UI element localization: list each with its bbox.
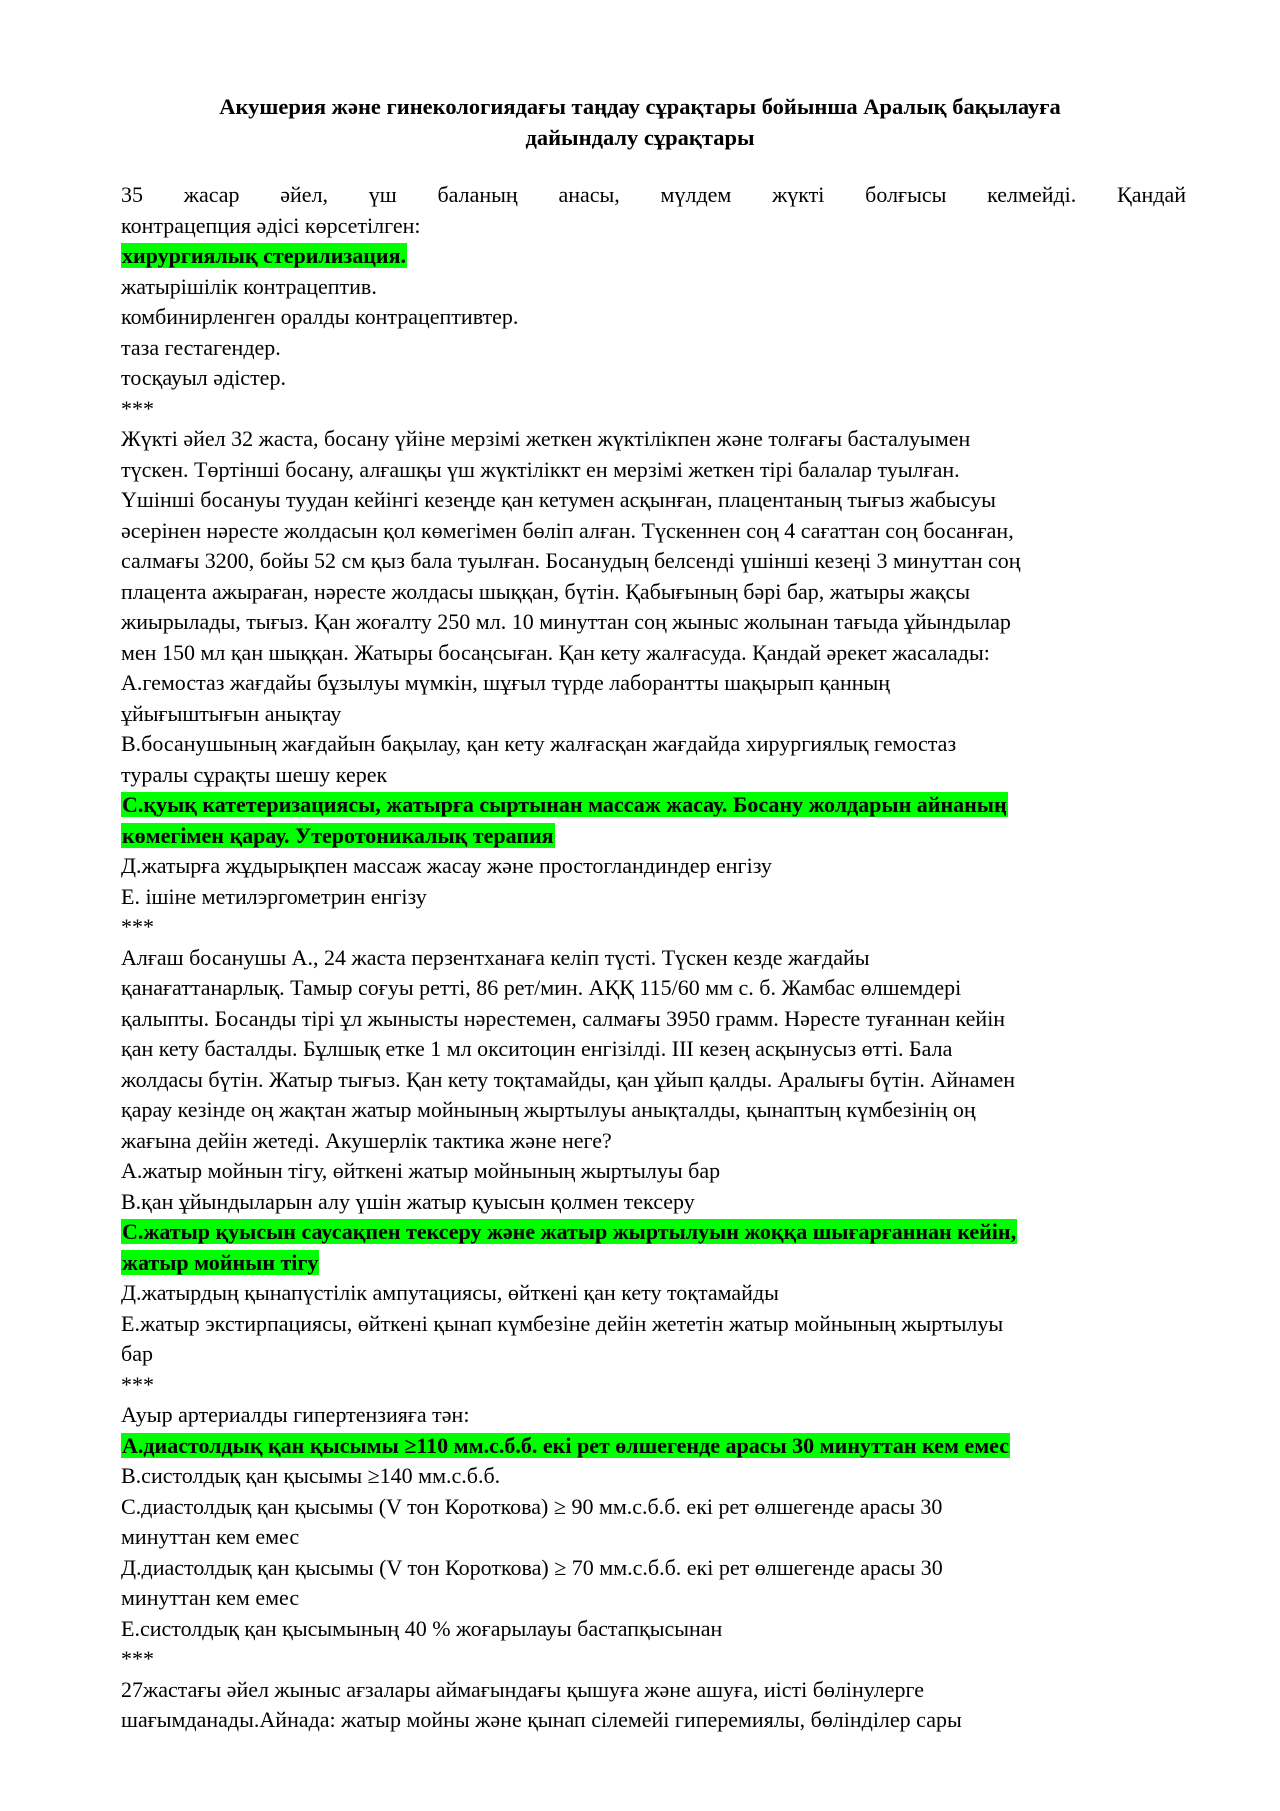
answer-option-a: А.гемостаз жағдайы бұзылуы мүмкін, шұғыл түрде лаборантты шақырып қанның — [121, 670, 891, 695]
answer-option-a: А.жатыр мойнын тігу, өйткені жатыр мойнының жыртылуы бар — [121, 1158, 721, 1183]
correct-answer: жатыр мойнын тігу — [122, 1249, 319, 1275]
question-stem-line: мен 150 мл қан шыққан. Жатыры босаңсыған. Қан кету жалғасуда. Қандай әрекет жасалады: — [121, 639, 990, 665]
question-stem-line: Жүкті әйел 32 жаста, босану үйіне мерзімі жеткен жүктілікпен және толғағы басталуымен — [121, 426, 971, 451]
question-stem-line: контрацепция әдісі көрсетілген: — [121, 212, 421, 238]
answer-option: таза гестагендер. — [121, 334, 281, 360]
question-stem-line: қанағаттанарлық. Тамыр соғуы ретті, 86 рет/мин. АҚҚ 115/60 мм с. б. Жамбас өлшемдері — [121, 975, 962, 1000]
correct-answer: А.диастолдық қан қысымы ≥110 мм.с.б.б. екі рет өлшегенде арасы 30 минуттан кем емес — [122, 1432, 1009, 1458]
question-stem-line: қалыпты. Босанды тірі ұл жынысты нәрестемен, салмағы 3950 грамм. Нәресте туғаннан кейін — [121, 1005, 1006, 1031]
answer-option-c: С.диастолдық қан қысымы (V тон Короткова) ≥ 90 мм.с.б.б. екі рет өлшегенде арасы 30 — [121, 1493, 943, 1519]
question-separator: *** — [121, 1371, 154, 1397]
question-separator: *** — [121, 1646, 154, 1671]
correct-answer: хирургиялық стерилизация. — [122, 243, 406, 268]
answer-option-c: минуттан кем емес — [121, 1524, 300, 1549]
title-line: дайындалу сұрақтары — [525, 125, 755, 150]
question-stem-line: жолдасы бүтін. Жатыр тығыз. Қан кету тоқтамайды, қан ұйып қалды. Аралығы бүтін. Айнамен — [121, 1066, 1015, 1092]
question-block — [121, 180, 1186, 424]
question-separator: *** — [121, 395, 154, 421]
document-title — [160, 91, 1120, 153]
question-block — [121, 1400, 1186, 1675]
question-stem-line: салмағы 3200, бойы 52 см қыз бала туылған. Босанудың белсенді үшінші кезеңі 3 минуттан соң — [121, 548, 1021, 573]
answer-option-b: туралы сұрақты шешу керек — [121, 761, 388, 787]
title-line: Акушерия және гинекологиядағы таңдау сұрақтары бойынша Аралық бақылауға — [219, 94, 1061, 119]
answer-option-d: Д.жатырдың қынапүстілік ампутациясы, өйткені қан кету тоқтамайды — [121, 1280, 779, 1305]
answer-option: комбинирленген оралды контрацептивтер. — [121, 304, 519, 329]
answer-option-b: В.қан ұйындыларын алу үшін жатыр қуысын қолмен тексеру — [121, 1188, 695, 1214]
question-stem-line: 35 жасар әйел, үш баланың анасы, мүлдем жүкті болғысы келмейді. Қандай — [121, 182, 1186, 207]
question-stem-line: 27жастағы әйел жыныс ағзалары аймағындағы қышуға және ашуға, иісті бөлінулерге — [121, 1676, 925, 1702]
answer-option-b: В.систолдық қан қысымы ≥140 мм.с.б.б. — [121, 1463, 501, 1488]
question-stem-line: жиырылады, тығыз. Қан жоғалту 250 мл. 10 минуттан соң жыныс жолынан тағыда ұйындылар — [121, 609, 1011, 634]
answer-option: жатырішілік контрацептив. — [121, 273, 377, 299]
question-block — [121, 424, 1186, 943]
question-stem-line: Алғаш босанушы А., 24 жаста перзентханаға келіп түсті. Түскен кезде жағдайы — [121, 944, 870, 970]
answer-option-e: Е.жатыр экстирпациясы, өйткені қынап күмбезіне дейін жететін жатыр мойнының жыртылуы — [121, 1310, 1004, 1336]
question-stem-line: әсерінен нәресте жолдасын қол көмегімен бөліп алған. Түскеннен соң 4 сағаттан соң босанған, — [121, 517, 1014, 543]
question-separator: *** — [121, 914, 154, 939]
correct-answer: С.жатыр қуысын саусақпен тексеру және жатыр жыртылуын жоққа шығарғаннан кейін, — [122, 1219, 1017, 1244]
answer-option-b: В.босанушының жағдайын бақылау, қан кету жалғасқан жағдайда хирургиялық гемостаз — [121, 731, 957, 756]
question-stem-line: қарау кезінде оң жақтан жатыр мойнының жыртылуы анықталды, қынаптың күмбезінің оң — [121, 1097, 976, 1122]
answer-option-e: бар — [121, 1341, 153, 1366]
question-stem-line: шағымданады.Айнада: жатыр мойны және қынап сілемейі гиперемиялы, бөлінділер сары — [121, 1707, 962, 1732]
question-stem-line: түскен. Төртінші босану, алғашқы үш жүктіліккт ен мерзімі жеткен тірі балалар туылған. — [121, 456, 960, 482]
question-stem-line: Ауыр артериалды гипертензияға тән: — [121, 1402, 470, 1427]
answer-option: тосқауыл әдістер. — [121, 365, 286, 390]
answer-option-e: Е. ішіне метилэргометрин енгізу — [121, 883, 427, 909]
question-block — [121, 943, 1186, 1401]
answer-option-a: ұйығыштығын анықтау — [121, 700, 342, 726]
document-body — [121, 180, 1186, 1736]
answer-option-d: Д.жатырға жұдырықпен массаж жасау және простогландиндер енгізу — [121, 853, 772, 878]
question-stem-line: Үшінші босануы туудан кейінгі кезеңде қан кетумен асқынған, плацентаның тығыз жабысуы — [121, 487, 996, 512]
question-stem-line: плацента ажыраған, нәресте жолдасы шыққан, бүтін. Қабығының бәрі бар, жатыры жақсы — [121, 578, 971, 604]
answer-option-d: минуттан кем емес — [121, 1585, 300, 1610]
answer-option-d: Д.диастолдық қан қысымы (V тон Короткова) ≥ 70 мм.с.б.б. екі рет өлшегенде арасы 30 — [121, 1554, 943, 1580]
answer-option-e: Е.систолдық қан қысымының 40 % жоғарылауы бастапқысынан — [121, 1615, 723, 1641]
correct-answer: С.қуық катетеризациясы, жатырға сыртынан массаж жасау. Босану жолдарын айнаның — [122, 792, 1007, 817]
correct-answer: көмегімен қарау. Утеротоникалық терапия — [122, 822, 554, 848]
question-stem-line: қан кету басталды. Бұлшық етке 1 мл окситоцин енгізілді. III кезең асқынусыз өтті. Бала — [121, 1036, 953, 1061]
question-block — [121, 1675, 1186, 1736]
question-stem-line: жағына дейін жетеді. Акушерлік тактика және неге? — [121, 1127, 612, 1153]
